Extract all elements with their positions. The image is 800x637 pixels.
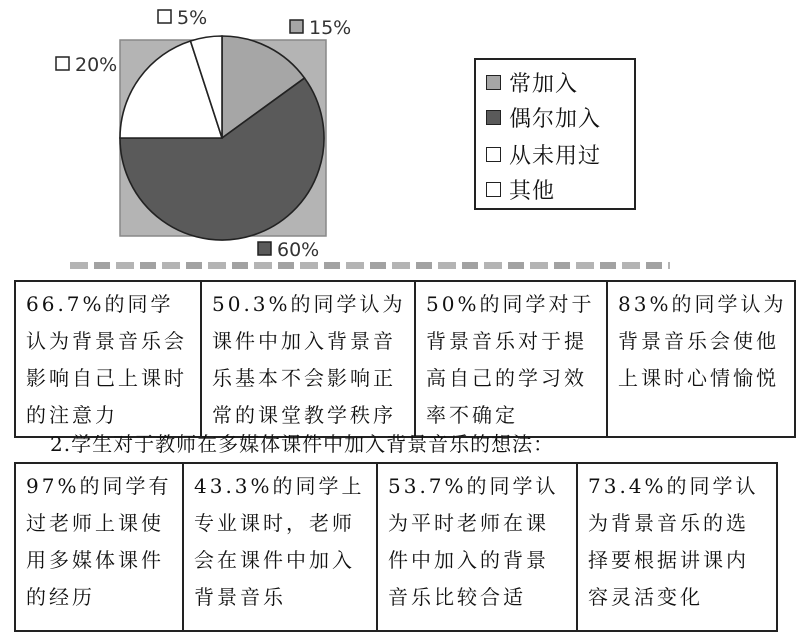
table-cell: 66.7%的同学认为背景音乐会影响自己上课时的注意力 bbox=[15, 281, 201, 437]
table-cell: 43.3%的同学上专业课时，老师会在课件中加入背景音乐 bbox=[183, 463, 377, 631]
data-label-swatch bbox=[158, 10, 171, 23]
legend-swatch-never bbox=[486, 147, 501, 162]
data-label: 60% bbox=[277, 239, 320, 261]
legend-swatch-other bbox=[486, 182, 501, 197]
legend-label-often: 常加入 bbox=[509, 71, 579, 97]
table-cell: 53.7%的同学认为平时老师在课件中加入的背景音乐比较合适 bbox=[377, 463, 577, 631]
legend-item-occasionally bbox=[486, 103, 601, 131]
legend-item-other bbox=[486, 175, 555, 203]
data-label: 20% bbox=[75, 54, 118, 76]
data-label: 5% bbox=[177, 7, 208, 29]
legend-label-occasionally: 偶尔加入 bbox=[509, 106, 602, 132]
table-cell: 50.3%的同学认为课件中加入背景音乐基本不会影响正常的课堂教学秩序 bbox=[201, 281, 415, 437]
table-row bbox=[15, 281, 795, 437]
data-label-swatch bbox=[258, 242, 271, 255]
legend-label-other: 其他 bbox=[509, 178, 556, 204]
data-label: 15% bbox=[309, 17, 352, 39]
survey-results-table-1 bbox=[14, 280, 796, 438]
legend-swatch-occasionally bbox=[486, 110, 501, 125]
table-cell: 73.4%的同学认为背景音乐的选择要根据讲课内容灵活变化 bbox=[577, 463, 777, 631]
table-cell: 50%的同学对于背景音乐对于提高自己的学习效率不确定 bbox=[415, 281, 607, 437]
table-cell: 97%的同学有过老师上课使用多媒体课件的经历 bbox=[15, 463, 183, 631]
survey-results-table-2 bbox=[14, 462, 778, 632]
scan-smudge-line bbox=[70, 262, 670, 269]
table-cell: 83%的同学认为背景音乐会使他上课时心情愉悦 bbox=[607, 281, 795, 437]
section-2-heading: 2.学生对于教师在多媒体课件中加入背景音乐的想法： bbox=[50, 432, 555, 456]
legend-item-often bbox=[486, 68, 578, 96]
table-row bbox=[15, 463, 777, 631]
legend-label-never: 从未用过 bbox=[509, 143, 602, 169]
data-label-swatch bbox=[56, 57, 69, 70]
legend-item-never bbox=[486, 140, 601, 168]
legend bbox=[474, 58, 636, 210]
pie-chart bbox=[0, 0, 800, 270]
data-label-swatch bbox=[290, 20, 303, 33]
legend-swatch-often bbox=[486, 75, 501, 90]
